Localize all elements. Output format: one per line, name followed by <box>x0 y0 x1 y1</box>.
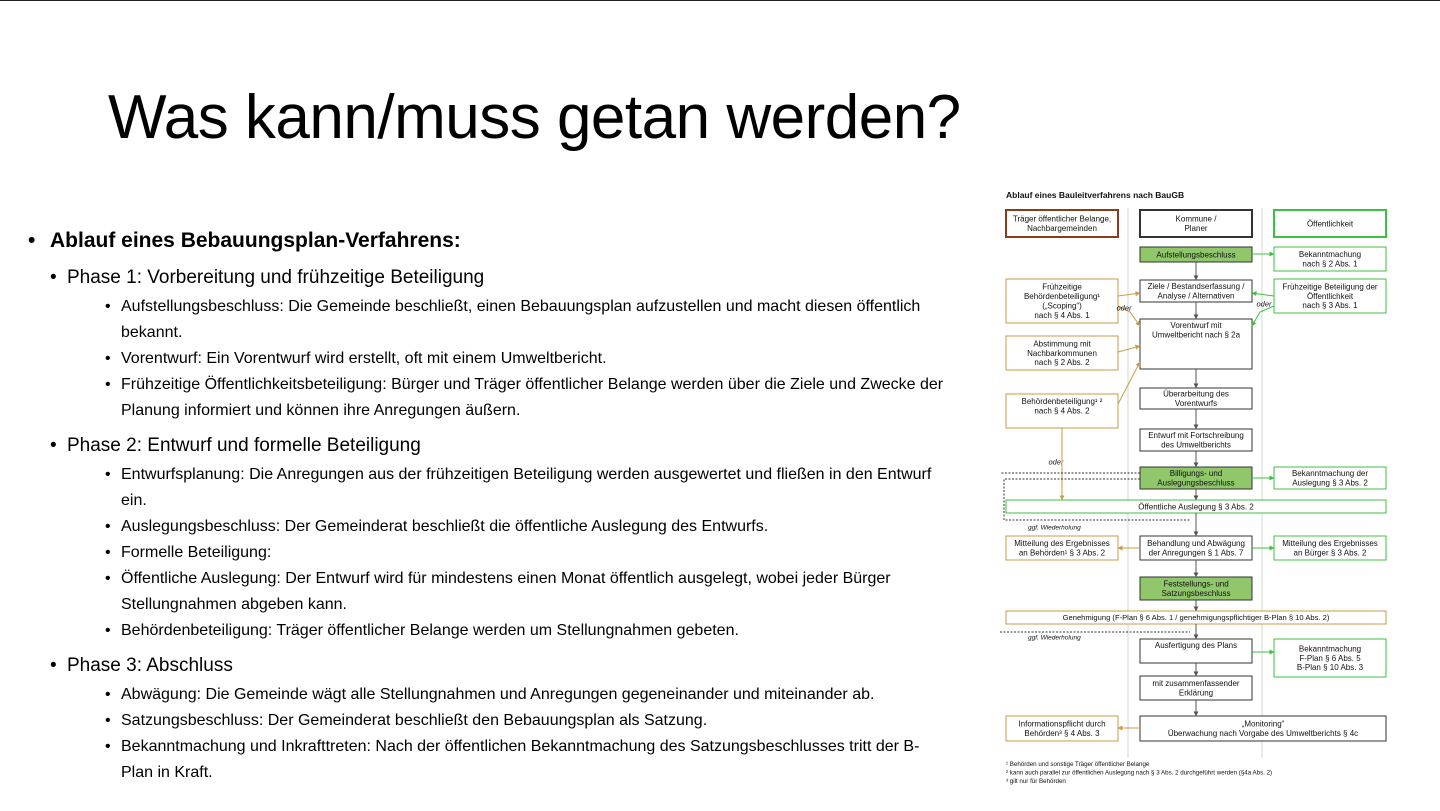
box-mitteilung-behoerden <box>1006 536 1118 560</box>
box-ueberarbeitung <box>1140 388 1252 409</box>
box-behandlung-label: Behandlung und Abwägung der Anregungen § 1 Abs. 7 <box>1147 539 1245 558</box>
box-bekanntmachung-1-label: Bekanntmachung nach § 2 Abs. 1 <box>1298 250 1362 269</box>
diagram-footnote: ³ gilt nur für Behörden <box>1006 778 1066 786</box>
box-feststellung <box>1140 577 1252 600</box>
box-ueberarbeitung-label: Überarbeitung des Vorentwurfs <box>1163 389 1229 409</box>
box-bekanntmachung-plan-label: Bekanntmachung F-Plan § 6 Abs. 5 B-Plan § 10 Abs. 3 <box>1296 644 1364 673</box>
box-erklaerung <box>1140 676 1252 700</box>
procedure-flowchart <box>1000 186 1400 792</box>
phase-2-label: • Phase 2: Entwurf und formelle Beteiligung <box>50 434 948 458</box>
phase-1-label: • Phase 1: Vorbereitung und frühzeitige Beteiligung <box>50 266 948 290</box>
diagram-footnote: ¹ Behörden und sonstige Träger öffentlicher Belange <box>1006 761 1150 769</box>
box-bekanntmachung-plan <box>1274 639 1386 677</box>
box-bekanntmachung-1 <box>1274 247 1386 271</box>
phase-1-item: • Frühzeitige Öffentlichkeitsbeteiligung: Bürger und Träger öffentlicher Belange werden über die Ziele und Zwecke der Planung informiert und können ihre Anregungen äußern. <box>105 372 948 424</box>
phase-3-item: • Satzungsbeschluss: Der Gemeinderat beschließt den Bebauungsplan als Satzung. <box>105 708 948 734</box>
box-mitteilung-buerger <box>1274 536 1386 560</box>
flow-connector <box>1118 362 1140 404</box>
box-ziele <box>1140 280 1252 302</box>
phase-1-item: • Aufstellungsbeschluss: Die Gemeinde beschließt, einen Bebauungsplan aufzustellen und macht diesen öffentlich bekannt. <box>105 294 948 346</box>
box-erklaerung-label: mit zusammenfassender Erklärung <box>1152 679 1240 698</box>
flow-connector <box>1118 293 1140 296</box>
slide-title: Was kann/muss getan werden? <box>108 83 961 152</box>
label-oder: oder <box>1256 299 1272 309</box>
phase-2-item: • Öffentliche Auslegung: Der Entwurf wird für mindestens einen Monat öffentlich ausgelegt, wobei jeder Bürger Stellungnahmen abgeben kann. <box>105 566 948 618</box>
box-monitoring <box>1140 716 1386 741</box>
header-traeger-label: Träger öffentlicher Belange, Nachbargemeinden <box>1012 214 1112 234</box>
box-fruehzeitige-oeffentlichkeit <box>1274 279 1386 313</box>
box-bekanntmachung-auslegung <box>1274 467 1386 489</box>
phase-1-item: • Vorentwurf: Ein Vorentwurf wird erstellt, oft mit einem Umweltbericht. <box>105 346 948 372</box>
box-feststellung-label: Feststellungs- und Satzungsbeschluss <box>1161 579 1231 599</box>
box-oeffentliche-auslegung-label: Öffentliche Auslegung § 3 Abs. 2 <box>1138 502 1254 512</box>
top-border-line <box>0 0 1440 1</box>
box-genehmigung-label: Genehmigung (F-Plan § 6 Abs. 1 / genehmigungspflichtiger B-Plan § 10 Abs. 2) <box>1062 613 1330 623</box>
box-ausfertigung <box>1140 639 1252 663</box>
box-behoerdenbeteiligung-label: Behördenbeteiligung¹ ² nach § 4 Abs. 2 <box>1021 397 1103 416</box>
header-oeffentlichkeit <box>1274 210 1386 237</box>
phase-2-item: • Entwurfsplanung: Die Anregungen aus der frühzeitigen Beteiligung werden ausgewertet und fließen in den Entwurf ein. <box>105 462 948 514</box>
box-vorentwurf <box>1140 319 1252 369</box>
label-oder: oder <box>1048 457 1064 467</box>
flow-connector <box>1118 346 1140 352</box>
flow-connector <box>1252 293 1274 296</box>
box-informationspflicht <box>1006 716 1118 741</box>
box-ziele-label: Ziele / Bestandserfassung / Analyse / Alternativen <box>1147 282 1245 301</box>
box-aufstellungsbeschluss-label: Aufstellungsbeschluss <box>1156 250 1236 260</box>
phase-3-item: • Bekanntmachung und Inkrafttreten: Nach der öffentlichen Bekanntmachung des Satzungsbeschlusses tritt der B-Plan in Kraft. <box>105 734 948 786</box>
box-vorentwurf-label: Vorentwurf mit Umweltbericht nach § 2a <box>1151 321 1241 340</box>
slide-content <box>28 228 948 786</box>
label-oder: oder <box>1116 303 1132 313</box>
box-fruehzeitige-oeffentlichkeit-label: Frühzeitige Beteiligung der Öffentlichkeit nach § 3 Abs. 1 <box>1282 282 1378 311</box>
header-kommune-label: Kommune / Planer <box>1175 214 1217 234</box>
box-fruehzeitige-behoerdenbeteiligung <box>1006 279 1118 323</box>
main-heading-bullet: • Ablauf eines Bebauungsplan-Verfahrens: <box>28 228 948 254</box>
header-oeffentlichkeit-label: Öffentlichkeit <box>1306 219 1354 229</box>
box-behoerdenbeteiligung <box>1006 394 1118 428</box>
header-traeger <box>1006 210 1118 237</box>
diagram-footnote: ² kann auch parallel zur öffentlichen Auslegung nach § 3 Abs. 2 durchgeführt werden (§4a Abs. 2) <box>1006 769 1273 777</box>
box-fruehzeitige-behoerdenbeteiligung-label: Frühzeitige Behördenbeteiligung¹ („Scoping“) nach § 4 Abs. 1 <box>1023 282 1101 320</box>
phase-2-item: • Formelle Beteiligung: <box>105 540 948 566</box>
label-wiederholung: ggf. Wiederholung <box>1028 634 1081 642</box>
header-kommune <box>1140 210 1252 237</box>
diagram-title: Ablauf eines Bauleitverfahrens nach BauGB <box>1006 189 1185 200</box>
box-entwurf-label: Entwurf mit Fortschreibung des Umweltberichts <box>1148 431 1244 450</box>
phase-3-item: • Abwägung: Die Gemeinde wägt alle Stellungnahmen und Anregungen gegeneinander und miteinander ab. <box>105 682 948 708</box>
box-billigung <box>1140 467 1252 489</box>
box-oeffentliche-auslegung <box>1006 500 1386 513</box>
box-behandlung <box>1140 536 1252 560</box>
label-wiederholung: ggf. Wiederholung <box>1028 524 1081 532</box>
box-mitteilung-buerger-label: Mitteilung des Ergebnisses an Bürger § 3 Abs. 2 <box>1282 539 1378 558</box>
box-aufstellungsbeschluss <box>1140 247 1252 262</box>
box-monitoring-label: „Monitoring“ Überwachung nach Vorgabe des Umweltberichts § 4c <box>1167 719 1359 739</box>
box-billigung-label: Billigungs- und Auslegungsbeschluss <box>1157 469 1235 488</box>
box-informationspflicht-label: Informationspflicht durch Behörden³ § 4 Abs. 3 <box>1018 719 1106 739</box>
box-mitteilung-behoerden-label: Mitteilung des Ergebnisses an Behörden¹ § 3 Abs. 2 <box>1014 539 1110 558</box>
box-bekanntmachung-auslegung-label: Bekanntmachung der Auslegung § 3 Abs. 2 <box>1291 469 1369 488</box>
phase-2-item: • Auslegungsbeschluss: Der Gemeinderat beschließt die öffentliche Auslegung des Entwurfs. <box>105 514 948 540</box>
box-abstimmung-label: Abstimmung mit Nachbarkommunen nach § 2 Abs. 2 <box>1027 339 1097 368</box>
phase-2-item: • Behördenbeteiligung: Träger öffentlicher Belange werden um Stellungnahmen gebeten. <box>105 618 948 644</box>
box-entwurf <box>1140 429 1252 451</box>
box-ausfertigung-label: Ausfertigung des Plans <box>1154 640 1238 650</box>
box-genehmigung <box>1006 611 1386 624</box>
phase-3-label: • Phase 3: Abschluss <box>50 654 948 678</box>
box-abstimmung <box>1006 336 1118 370</box>
flow-connector <box>1252 306 1274 326</box>
